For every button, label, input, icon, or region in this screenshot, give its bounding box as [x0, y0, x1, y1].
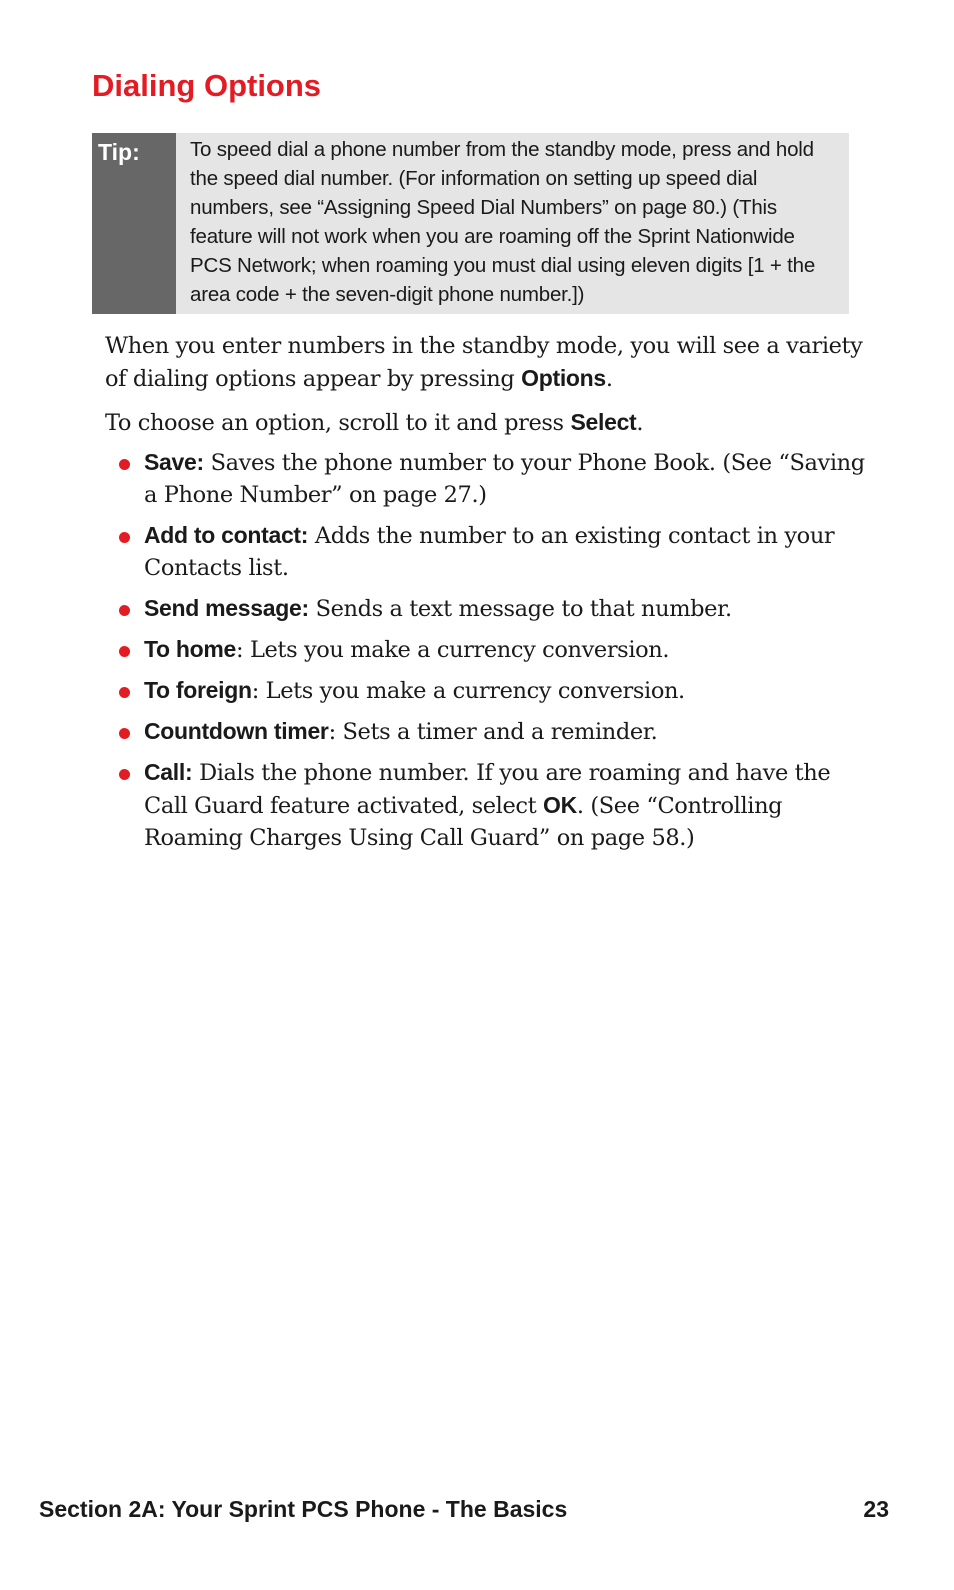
bullet-text: : Sets a timer and a reminder. — [328, 719, 658, 745]
bullet-term: To foreign — [144, 677, 252, 703]
bullet-icon — [119, 687, 130, 698]
bullet-text: Sends a text message to that number. — [308, 596, 732, 622]
bullet-term: Call: — [144, 759, 193, 785]
select-keyword: Select — [570, 409, 637, 435]
tip-text: To speed dial a phone number from the standby mode, press and hold the speed dial number. (For information on setting up speed dial numbers, see “Assigning Speed Dial Numbers” on page 80.) (This feature will not work when you are roaming off the Sprint Nationwide PCS Network; when roaming you must dial using eleven digits [1 + the area code + the seven-digit phone number.]) — [176, 133, 849, 314]
bullet-text: Saves the phone number to your Phone Book. (See “Saving a Phone Number” on page 27.) — [144, 450, 865, 508]
bullet-text: : Lets you make a currency conversion. — [236, 637, 670, 663]
footer-section-title: Section 2A: Your Sprint PCS Phone - The Basics — [39, 1496, 568, 1522]
bullet-term: Save: — [144, 449, 204, 475]
list-item-add-to-contact — [105, 519, 865, 584]
bullet-text: Dials the phone number. If you are roaming and have the Call Guard feature activated, select — [144, 760, 831, 819]
bullet-icon — [119, 532, 130, 543]
options-keyword: Options — [521, 365, 606, 391]
page-title: Dialing Options — [92, 68, 322, 103]
intro-text: When you enter numbers in the standby mode, you will see a variety of dialing options appear by pressing — [105, 333, 863, 392]
list-item-send-message — [105, 592, 865, 625]
bullet-icon — [119, 459, 130, 470]
bullet-text: Adds the number to an existing contact in your Contacts list. — [144, 523, 835, 581]
list-item-to-foreign — [105, 674, 865, 707]
list-item-countdown-timer — [105, 715, 865, 748]
tip-box — [92, 133, 849, 314]
bullet-icon — [119, 605, 130, 616]
bullet-text-end: . (See “Controlling Roaming Charges Using Call Guard” on page 58.) — [144, 793, 783, 851]
ok-keyword: OK — [543, 792, 577, 818]
instruction-text: To choose an option, scroll to it and press — [105, 410, 571, 436]
intro-paragraph — [105, 330, 865, 395]
tip-label: Tip: — [92, 133, 176, 314]
footer-page-number: 23 — [863, 1496, 889, 1522]
bullet-icon — [119, 646, 130, 657]
list-item-call — [105, 756, 865, 854]
dialing-options-list — [105, 446, 865, 862]
bullet-icon — [119, 769, 130, 780]
instruction-end: . — [636, 410, 644, 436]
bullet-term: Countdown timer — [144, 718, 329, 744]
bullet-term: Send message: — [144, 595, 309, 621]
bullet-text: : Lets you make a currency conversion. — [251, 678, 685, 704]
bullet-icon — [119, 728, 130, 739]
bullet-term: To home — [144, 636, 237, 662]
list-item-save — [105, 446, 865, 511]
bullet-term: Add to contact: — [144, 522, 309, 548]
intro-end: . — [605, 366, 613, 392]
instruction-paragraph — [105, 406, 865, 439]
list-item-to-home — [105, 633, 865, 666]
